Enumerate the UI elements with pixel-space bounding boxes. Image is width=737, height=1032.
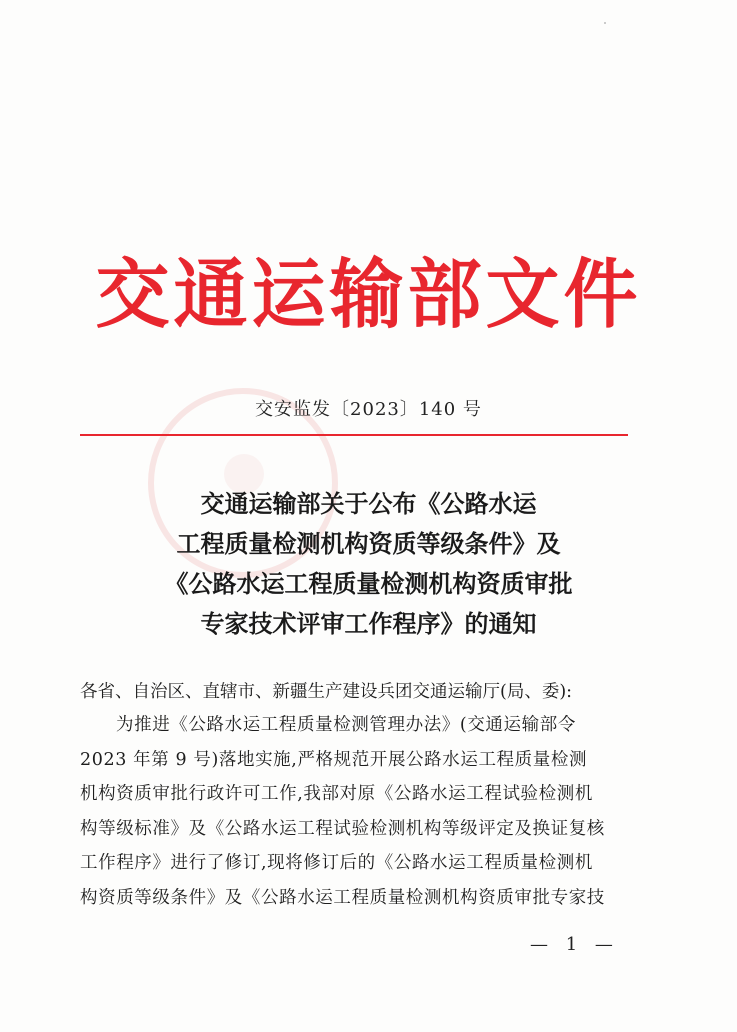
body-line: 构等级标准》及《公路水运工程试验检测机构等级评定及换证复核	[80, 818, 605, 839]
page-number: — 1 —	[530, 934, 619, 955]
scan-speck	[604, 22, 606, 24]
body-line: 2023 年第 9 号)落地实施,严格规范开展公路水运工程质量检测	[80, 749, 588, 770]
document-title	[0, 484, 737, 644]
addressee-line: 各省、自治区、直辖市、新疆生产建设兵团交通运输厅(局、委):	[80, 682, 573, 702]
body-line: 工作程序》进行了修订,现将修订后的《公路水运工程质量检测机	[80, 853, 593, 873]
body-paragraph	[80, 708, 640, 915]
title-line: 《公路水运工程质量检测机构资质审批	[164, 569, 573, 598]
body-line: 构资质等级条件》及《公路水运工程质量检测机构资质审批专家技	[80, 887, 605, 908]
title-line: 专家技术评审工作程序》的通知	[200, 609, 537, 638]
red-divider-line	[80, 434, 628, 436]
body-line: 为推进《公路水运工程质量检测管理办法》(交通运输部令	[116, 715, 576, 735]
document-number: 交安监发〔2023〕140 号	[255, 399, 482, 420]
title-line: 工程质量检测机构资质等级条件》及	[176, 529, 561, 558]
title-line: 交通运输部关于公布《公路水运	[200, 489, 537, 518]
body-line: 机构资质审批行政许可工作,我部对原《公路水运工程试验检测机	[80, 784, 593, 804]
document-masthead: 交通运输部文件	[95, 251, 642, 339]
